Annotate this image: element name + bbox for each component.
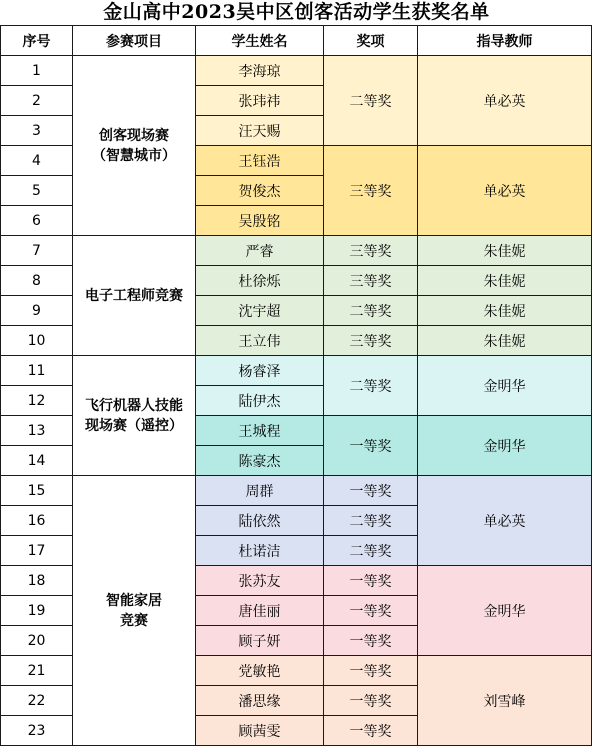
student-name: 周群 xyxy=(196,476,324,506)
table-row xyxy=(1,476,592,506)
award-cell: 二等奖 xyxy=(324,296,418,326)
row-index: 22 xyxy=(1,686,73,716)
row-index: 21 xyxy=(1,656,73,686)
award-cell: 二等奖 xyxy=(324,56,418,146)
award-cell: 一等奖 xyxy=(324,596,418,626)
table-row xyxy=(1,356,592,386)
row-index: 11 xyxy=(1,356,73,386)
row-index: 15 xyxy=(1,476,73,506)
student-name: 杨睿泽 xyxy=(196,356,324,386)
row-index: 6 xyxy=(1,206,73,236)
teacher-cell: 朱佳妮 xyxy=(418,296,592,326)
award-cell: 一等奖 xyxy=(324,566,418,596)
award-cell: 三等奖 xyxy=(324,146,418,236)
teacher-cell: 朱佳妮 xyxy=(418,266,592,296)
header-index: 序号 xyxy=(1,26,73,56)
row-index: 14 xyxy=(1,446,73,476)
row-index: 2 xyxy=(1,86,73,116)
project-cell xyxy=(73,476,196,746)
teacher-cell: 朱佳妮 xyxy=(418,326,592,356)
header-row xyxy=(1,26,592,56)
student-name: 张苏友 xyxy=(196,566,324,596)
student-name: 党敏艳 xyxy=(196,656,324,686)
project-cell xyxy=(73,56,196,236)
student-name: 汪天赐 xyxy=(196,116,324,146)
row-index: 19 xyxy=(1,596,73,626)
project-name: 飞行机器人技能 xyxy=(85,397,183,414)
row-index: 12 xyxy=(1,386,73,416)
student-name: 潘思缘 xyxy=(196,686,324,716)
award-cell: 三等奖 xyxy=(324,236,418,266)
teacher-cell: 刘雪峰 xyxy=(418,656,592,746)
award-cell: 一等奖 xyxy=(324,656,418,686)
teacher-cell: 单必英 xyxy=(418,56,592,146)
award-cell: 二等奖 xyxy=(324,506,418,536)
row-index: 23 xyxy=(1,716,73,746)
award-cell: 一等奖 xyxy=(324,686,418,716)
row-index: 13 xyxy=(1,416,73,446)
row-index: 17 xyxy=(1,536,73,566)
row-index: 20 xyxy=(1,626,73,656)
student-name: 陈豪杰 xyxy=(196,446,324,476)
award-table xyxy=(0,25,592,746)
table-row xyxy=(1,56,592,86)
project-cell xyxy=(73,236,196,356)
header-award: 奖项 xyxy=(324,26,418,56)
student-name: 王立伟 xyxy=(196,326,324,356)
row-index: 9 xyxy=(1,296,73,326)
student-name: 贺俊杰 xyxy=(196,176,324,206)
row-index: 10 xyxy=(1,326,73,356)
teacher-cell: 金明华 xyxy=(418,566,592,656)
student-name: 王城程 xyxy=(196,416,324,446)
teacher-cell: 单必英 xyxy=(418,476,592,566)
project-name: 电子工程师竞赛 xyxy=(85,287,183,304)
award-cell: 三等奖 xyxy=(324,266,418,296)
teacher-cell: 朱佳妮 xyxy=(418,236,592,266)
student-name: 杜徐烁 xyxy=(196,266,324,296)
teacher-cell: 金明华 xyxy=(418,356,592,416)
row-index: 4 xyxy=(1,146,73,176)
award-cell: 二等奖 xyxy=(324,356,418,416)
row-index: 5 xyxy=(1,176,73,206)
teacher-cell: 金明华 xyxy=(418,416,592,476)
student-name: 顾茜雯 xyxy=(196,716,324,746)
student-name: 严睿 xyxy=(196,236,324,266)
project-cell xyxy=(73,356,196,476)
table-row xyxy=(1,236,592,266)
award-cell: 一等奖 xyxy=(324,716,418,746)
student-name: 陆依然 xyxy=(196,506,324,536)
student-name: 陆伊杰 xyxy=(196,386,324,416)
row-index: 7 xyxy=(1,236,73,266)
header-project: 参赛项目 xyxy=(73,26,196,56)
award-cell: 三等奖 xyxy=(324,326,418,356)
student-name: 顾子妍 xyxy=(196,626,324,656)
row-index: 8 xyxy=(1,266,73,296)
student-name: 杜诺洁 xyxy=(196,536,324,566)
teacher-cell: 单必英 xyxy=(418,146,592,236)
student-name: 张玮祎 xyxy=(196,86,324,116)
header-student-name: 学生姓名 xyxy=(196,26,324,56)
page-title: 金山高中2023吴中区创客活动学生获奖名单 xyxy=(103,1,490,23)
row-index: 1 xyxy=(1,56,73,86)
project-name-sub: 现场赛（遥控） xyxy=(85,417,183,434)
project-name-sub: （智慧城市） xyxy=(92,147,176,164)
project-name: 智能家居 xyxy=(106,592,162,609)
row-index: 18 xyxy=(1,566,73,596)
header-teacher: 指导教师 xyxy=(418,26,592,56)
row-index: 3 xyxy=(1,116,73,146)
project-name: 创客现场赛 xyxy=(99,127,169,144)
student-name: 吴殷铭 xyxy=(196,206,324,236)
award-cell: 一等奖 xyxy=(324,626,418,656)
award-cell: 一等奖 xyxy=(324,416,418,476)
award-cell: 二等奖 xyxy=(324,536,418,566)
student-name: 王钰浩 xyxy=(196,146,324,176)
award-cell: 一等奖 xyxy=(324,476,418,506)
project-name-sub: 竞赛 xyxy=(120,612,148,629)
student-name: 沈宇超 xyxy=(196,296,324,326)
student-name: 唐佳丽 xyxy=(196,596,324,626)
row-index: 16 xyxy=(1,506,73,536)
student-name: 李海琼 xyxy=(196,56,324,86)
